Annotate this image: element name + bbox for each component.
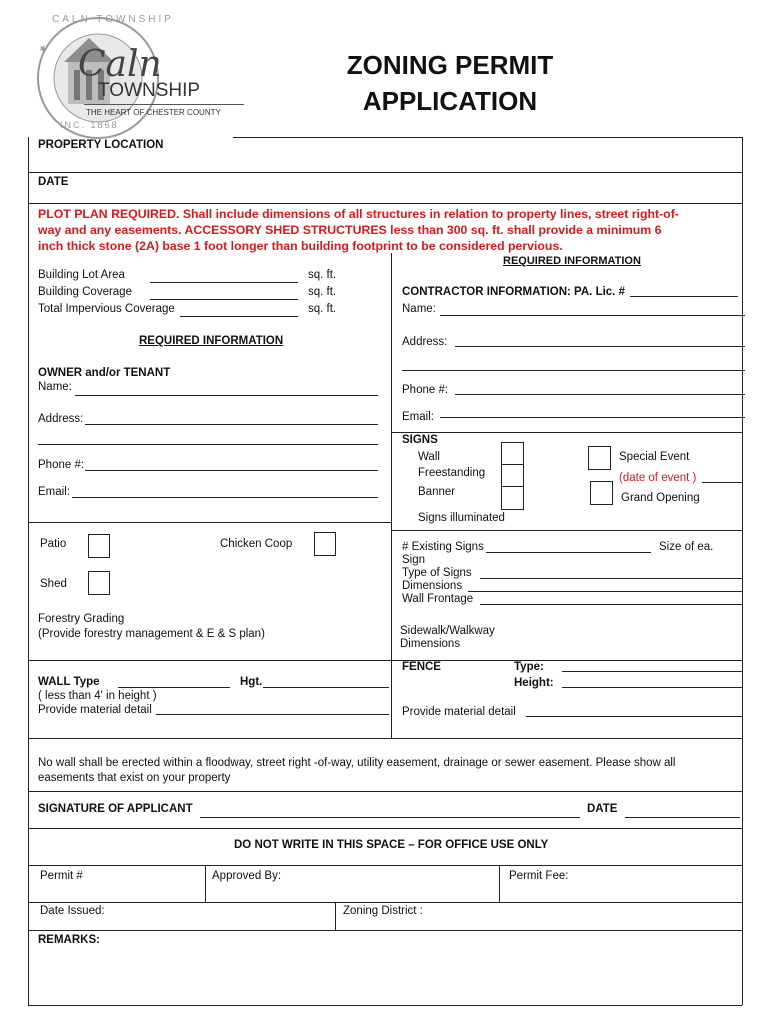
- impervious-unit: sq. ft.: [308, 303, 337, 315]
- contractor-email-field[interactable]: [440, 417, 745, 418]
- wall-height-label: Hgt.: [240, 676, 263, 688]
- signature-date-field[interactable]: [625, 817, 740, 818]
- owner-email-field[interactable]: [72, 497, 378, 498]
- owner-phone-field[interactable]: [85, 470, 378, 471]
- signs-divider: [391, 530, 742, 531]
- signature-date-label: DATE: [587, 803, 618, 815]
- contractor-label: CONTRACTOR INFORMATION: PA. Lic. #: [402, 286, 625, 298]
- special-event-checkbox[interactable]: [588, 446, 611, 470]
- remarks-label: REMARKS:: [38, 934, 100, 946]
- form-title-line1: ZONING PERMIT: [346, 50, 554, 80]
- existing-signs-label: # Existing Signs: [402, 541, 484, 553]
- property-location-field[interactable]: [170, 139, 735, 169]
- sign-label: Sign: [402, 554, 426, 566]
- existing-signs-field[interactable]: [486, 552, 651, 553]
- logo-tagline: THE HEART OF CHESTER COUNTY: [86, 108, 221, 117]
- sign-freestanding-checkbox[interactable]: [501, 464, 524, 488]
- frame-right: [742, 137, 743, 1005]
- wall-note: ( less than 4' in height ): [38, 690, 157, 702]
- contractor-email-label: Email:: [402, 411, 434, 423]
- left-section-divider: [28, 522, 391, 523]
- remarks-field[interactable]: [30, 950, 740, 1002]
- sidewalk-label: Sidewalk/Walkway: [400, 625, 495, 637]
- sign-banner-label: Banner: [418, 486, 456, 498]
- grand-opening-checkbox[interactable]: [590, 481, 613, 505]
- logo-ring-top: CALN TOWNSHIP: [52, 14, 174, 25]
- date-label: DATE: [38, 176, 69, 188]
- top-border-right: [233, 137, 742, 138]
- lot-area-unit: sq. ft.: [308, 269, 337, 281]
- plot-plan-notice-1: PLOT PLAN REQUIRED. Shall include dimensions of all structures in relation to property lines, street right-of-: [38, 207, 679, 221]
- sign-dimensions-label: Dimensions: [402, 580, 463, 592]
- forestry-label: Forestry Grading: [38, 613, 125, 625]
- row-divider: [28, 172, 742, 173]
- type-of-signs-label: Type of Signs: [402, 567, 472, 579]
- wall-notice-2: easements that exist on your property: [38, 772, 231, 784]
- owner-address-field-2[interactable]: [38, 444, 378, 445]
- cell-divider: [335, 902, 336, 930]
- fence-material-label: Provide material detail: [402, 706, 516, 718]
- wall-fence-center: [391, 660, 392, 738]
- logo-underline: [84, 104, 244, 105]
- sign-dimensions-field[interactable]: [468, 591, 742, 592]
- row-divider: [28, 930, 742, 931]
- contractor-address-field-2[interactable]: [402, 370, 745, 371]
- chicken-coop-label: Chicken Coop: [220, 538, 293, 550]
- special-event-label: Special Event: [619, 451, 690, 463]
- wall-material-label: Provide material detail: [38, 704, 152, 716]
- fence-material-field[interactable]: [526, 716, 742, 717]
- row-divider: [28, 738, 742, 739]
- size-of-each-label: Size of ea.: [659, 541, 714, 553]
- fence-height-field[interactable]: [562, 687, 742, 688]
- type-of-signs-field[interactable]: [480, 578, 742, 579]
- owner-address-label: Address:: [38, 413, 84, 425]
- logo-township-word: TOWNSHIP: [98, 80, 201, 101]
- lot-area-label: Building Lot Area: [38, 269, 125, 281]
- contractor-address-label: Address:: [402, 336, 448, 348]
- left-required-info: REQUIRED INFORMATION: [139, 335, 284, 347]
- date-field[interactable]: [80, 176, 730, 202]
- fence-type-label: Type:: [514, 661, 544, 673]
- frame-bottom: [28, 1005, 742, 1006]
- date-issued-label: Date Issued:: [40, 905, 105, 917]
- office-use-heading: DO NOT WRITE IN THIS SPACE – FOR OFFICE USE ONLY: [234, 839, 549, 851]
- sign-illuminated-label: Signs illuminated: [418, 512, 505, 524]
- approved-by-label: Approved By:: [212, 870, 282, 882]
- date-of-event-label: (date of event ): [619, 472, 697, 484]
- signs-heading: SIGNS: [402, 434, 438, 446]
- lot-area-field[interactable]: [150, 282, 298, 283]
- sidewalk-dimensions-label: Dimensions: [400, 638, 461, 650]
- svg-text:★: ★: [36, 42, 51, 57]
- wall-type-label: WALL Type: [38, 676, 100, 688]
- contractor-license-field[interactable]: [630, 296, 738, 297]
- owner-name-label: Name:: [38, 381, 72, 393]
- wall-notice-1: No wall shall be erected within a floodway, street right -of-way, utility easement, drainage or sewer easement. Please show all: [38, 757, 676, 769]
- wall-frontage-field[interactable]: [480, 604, 742, 605]
- fence-heading: FENCE: [402, 661, 441, 673]
- permit-fee-label: Permit Fee:: [509, 870, 569, 882]
- right-required-info: REQUIRED INFORMATION: [503, 255, 641, 267]
- fence-height-label: Height:: [514, 677, 554, 689]
- shed-checkbox[interactable]: [88, 571, 110, 595]
- logo-script: Caln: [78, 44, 162, 85]
- contractor-phone-label: Phone #:: [402, 384, 449, 396]
- row-divider: [28, 203, 742, 204]
- patio-label: Patio: [40, 538, 67, 550]
- coverage-unit: sq. ft.: [308, 286, 337, 298]
- center-divider: [391, 253, 392, 660]
- contractor-name-label: Name:: [402, 303, 436, 315]
- right-section-divider: [391, 432, 742, 433]
- wall-frontage-label: Wall Frontage: [402, 593, 474, 605]
- fence-type-field[interactable]: [562, 671, 742, 672]
- zoning-district-label: Zoning District :: [343, 905, 423, 917]
- property-location-label: PROPERTY LOCATION: [38, 139, 164, 151]
- signature-field[interactable]: [200, 817, 580, 818]
- impervious-field[interactable]: [180, 316, 298, 317]
- cell-divider: [205, 865, 206, 902]
- signature-label: SIGNATURE OF APPLICANT: [38, 803, 193, 815]
- owner-name-field[interactable]: [75, 395, 378, 396]
- forestry-note: (Provide forestry management & E & S plan): [38, 628, 265, 640]
- contractor-name-field[interactable]: [440, 315, 745, 316]
- shed-label: Shed: [40, 578, 67, 590]
- wall-material-field[interactable]: [156, 714, 389, 715]
- row-divider: [28, 865, 742, 866]
- owner-email-label: Email:: [38, 486, 70, 498]
- plot-plan-notice-3: inch thick stone (2A) base 1 foot longer than building footprint to be considered pervious.: [38, 239, 563, 253]
- sign-wall-label: Wall: [418, 451, 440, 463]
- permit-number-label: Permit #: [40, 870, 83, 882]
- sign-wall-checkbox[interactable]: [501, 442, 524, 466]
- date-of-event-field[interactable]: [702, 482, 742, 483]
- logo-ring-bottom: INC. 1868: [60, 120, 119, 130]
- coverage-label: Building Coverage: [38, 286, 132, 298]
- wall-height-field[interactable]: [263, 687, 389, 688]
- chicken-coop-checkbox[interactable]: [314, 532, 336, 556]
- grand-opening-label: Grand Opening: [621, 492, 700, 504]
- sign-banner-checkbox[interactable]: [501, 486, 524, 510]
- contractor-address-field[interactable]: [455, 346, 745, 347]
- patio-checkbox[interactable]: [88, 534, 110, 558]
- row-divider: [28, 902, 742, 903]
- frame-left: [28, 137, 29, 1005]
- owner-heading: OWNER and/or TENANT: [38, 367, 171, 379]
- contractor-phone-field[interactable]: [455, 394, 745, 395]
- owner-phone-label: Phone #:: [38, 459, 85, 471]
- coverage-field[interactable]: [150, 299, 298, 300]
- row-divider: [28, 828, 742, 829]
- impervious-label: Total Impervious Coverage: [38, 303, 175, 315]
- wall-type-field[interactable]: [118, 687, 230, 688]
- wall-fence-divider: [28, 660, 742, 661]
- sign-freestanding-label: Freestanding: [418, 467, 486, 479]
- form-title-line2: APPLICATION: [362, 86, 538, 116]
- owner-address-field[interactable]: [85, 424, 378, 425]
- row-divider: [28, 791, 742, 792]
- cell-divider: [499, 865, 500, 902]
- plot-plan-notice-2: way and any easements. ACCESSORY SHED STRUCTURES less than 300 sq. ft. shall provide a minimum 6: [38, 223, 662, 237]
